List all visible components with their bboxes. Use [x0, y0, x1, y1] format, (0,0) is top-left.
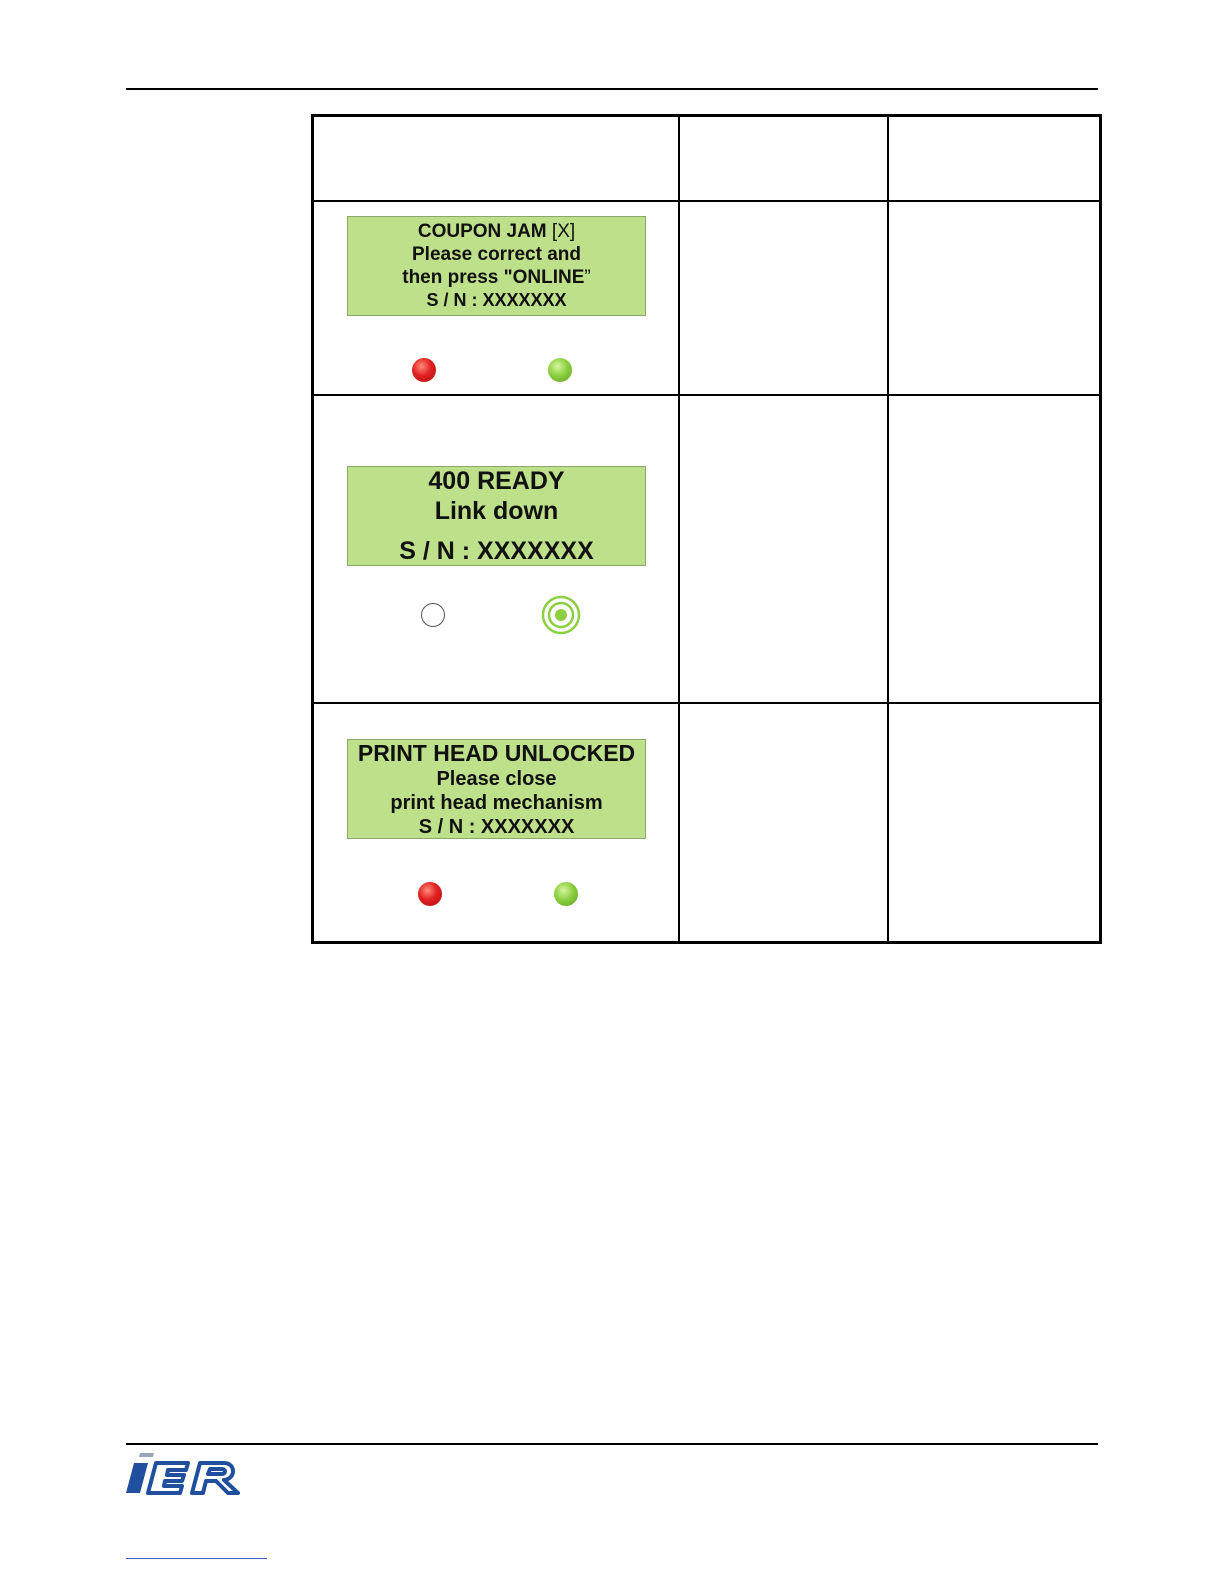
display-cell: [313, 395, 679, 703]
lcd-line-3-quote: ”: [584, 266, 591, 288]
table-cell-col3: [888, 395, 1101, 703]
lcd-line-1-suffix: [X]: [551, 220, 576, 242]
display-cell: [313, 201, 679, 395]
footer-link-underline: [126, 1558, 267, 1559]
ier-logo-icon: [126, 1453, 240, 1497]
lcd-display: [347, 466, 646, 566]
lcd-display: [347, 739, 646, 839]
online-led-blinking-icon: [541, 595, 581, 635]
display-cell: [313, 703, 679, 943]
table-row: [313, 395, 1101, 703]
lcd-line-3: S / N : XXXXXXX: [399, 536, 594, 565]
header-cell-col2: [679, 116, 888, 201]
online-led-icon: [554, 882, 578, 906]
error-led-off-icon: [421, 603, 445, 627]
lcd-line-3-text: then press "ONLINE: [402, 266, 585, 288]
lcd-line-2: Please close: [436, 767, 557, 790]
header-rule: [126, 88, 1098, 90]
header-cell-display: [313, 116, 679, 201]
lcd-line-3: [348, 266, 645, 289]
lcd-line-1: [348, 220, 645, 243]
table-cell-col2: [679, 201, 888, 395]
lcd-line-4: S / N : XXXXXXX: [418, 815, 575, 838]
table-cell-col3: [888, 201, 1101, 395]
lcd-display: [347, 216, 646, 316]
lcd-line-1: 400 READY: [428, 466, 565, 495]
table-header-row: [313, 116, 1101, 201]
lcd-line-1-text: COUPON JAM: [417, 220, 552, 242]
lcd-line-2: Link down: [434, 496, 559, 525]
status-table: [311, 114, 1102, 944]
lcd-line-3: print head mechanism: [390, 791, 603, 814]
footer-rule: [126, 1443, 1098, 1445]
lcd-line-2: Please correct and: [412, 243, 581, 265]
error-led-icon: [412, 358, 436, 382]
table-cell-col3: [888, 703, 1101, 943]
table-cell-col2: [679, 703, 888, 943]
lcd-line-1: PRINT HEAD UNLOCKED: [357, 739, 636, 766]
table-cell-col2: [679, 395, 888, 703]
online-led-icon: [548, 358, 572, 382]
header-cell-col3: [888, 116, 1101, 201]
table-row: [313, 703, 1101, 943]
table-row: [313, 201, 1101, 395]
error-led-icon: [418, 882, 442, 906]
lcd-line-4: S / N : XXXXXXX: [426, 289, 567, 310]
